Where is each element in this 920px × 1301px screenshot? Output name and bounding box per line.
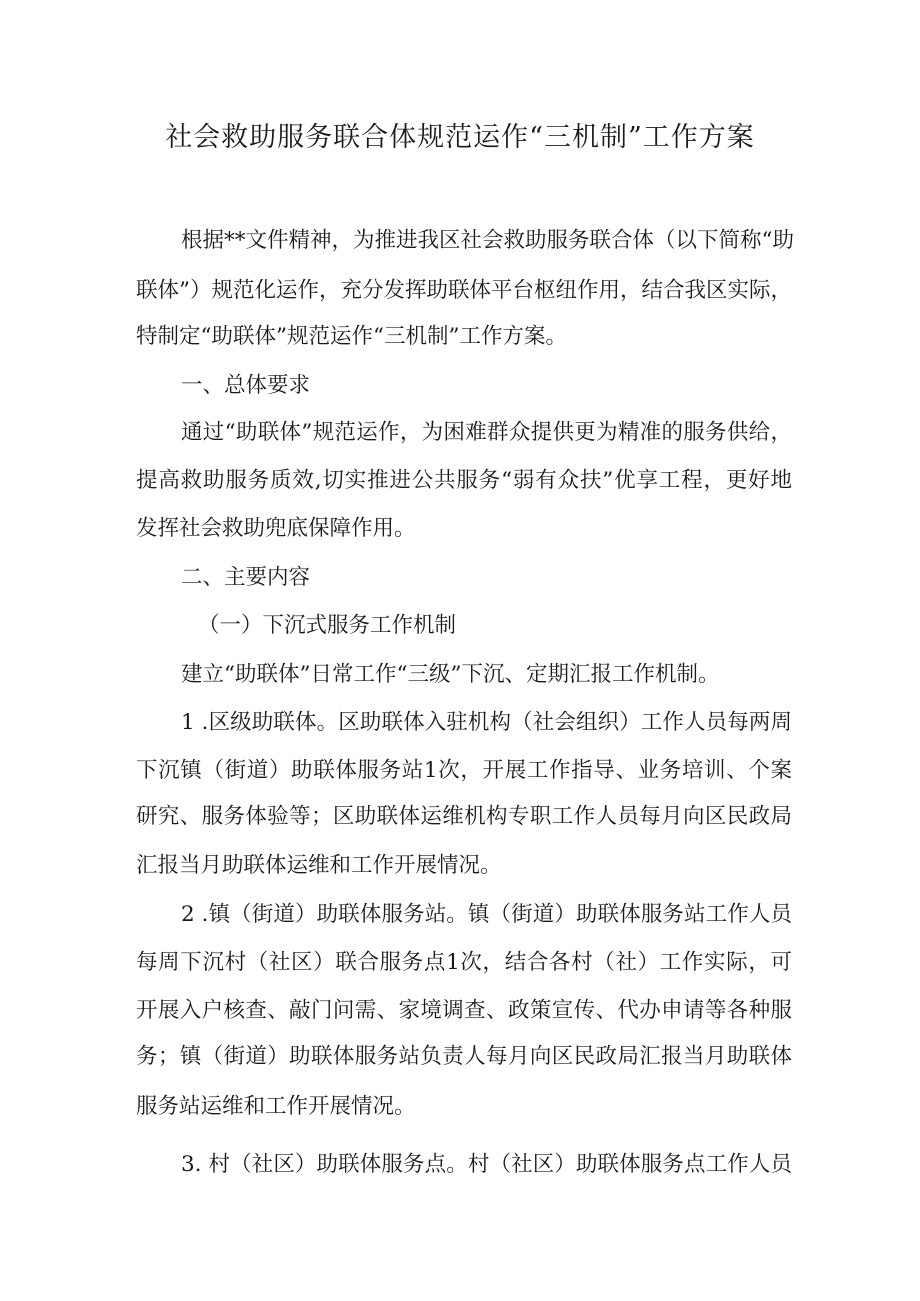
paragraph-line: 每周下沉村（社区）联合服务点1次，结合各村（社）工作实际，可 — [136, 950, 792, 975]
subsection-heading: （一）下沉式服务工作机制 — [198, 613, 457, 638]
paragraph-line: 发挥社会救助兜底保障作用。 — [136, 516, 416, 541]
paragraph-line: 建立“助联体”日常工作“三级”下沉、定期汇报工作机制。 — [181, 662, 720, 687]
paragraph-line: 1 .区级助联体。区助联体入驻机构（社会组织）工作人员每两周 — [181, 710, 792, 735]
paragraph-line: 通过“助联体”规范运作，为困难群众提供更为精准的服务供给， — [181, 420, 792, 445]
paragraph-line: 2 .镇（街道）助联体服务站。镇（街道）助联体服务站工作人员 — [181, 902, 792, 927]
paragraph-line: 服务站运维和工作开展情况。 — [136, 1094, 416, 1119]
section-heading: 二、主要内容 — [181, 565, 311, 590]
section-heading: 一、总体要求 — [181, 373, 311, 398]
paragraph-line: 研究、服务体验等；区助联体运维机构专职工作人员每月向区民政局 — [136, 804, 792, 829]
paragraph-line: 根据**文件精神，为推进我区社会救助服务联合体（以下简称“助 — [181, 228, 794, 253]
document-title: 社会救助服务联合体规范运作“三机制”工作方案 — [165, 122, 755, 153]
paragraph-line: 联体”）规范化运作，充分发挥助联体平台枢纽作用，结合我区实际， — [136, 278, 792, 303]
paragraph-line: 提高救助服务质效,切实推进公共服务“弱有众扶”优享工程，更好地 — [136, 468, 792, 493]
paragraph-line: 开展入户核查、敲门问需、家境调查、政策宣传、代办申请等各种服 — [136, 998, 792, 1023]
paragraph-line: 务；镇（街道）助联体服务站负责人每月向区民政局汇报当月助联体 — [136, 1044, 792, 1069]
paragraph-line: 特制定“助联体”规范运作“三机制”工作方案。 — [136, 324, 567, 349]
paragraph-line: 汇报当月助联体运维和工作开展情况。 — [136, 853, 502, 878]
paragraph-line: 下沉镇（街道）助联体服务站1次，开展工作指导、业务培训、个案 — [136, 758, 792, 783]
paragraph-line: 3. 村（社区）助联体服务点。村（社区）助联体服务点工作人员 — [181, 1152, 792, 1177]
